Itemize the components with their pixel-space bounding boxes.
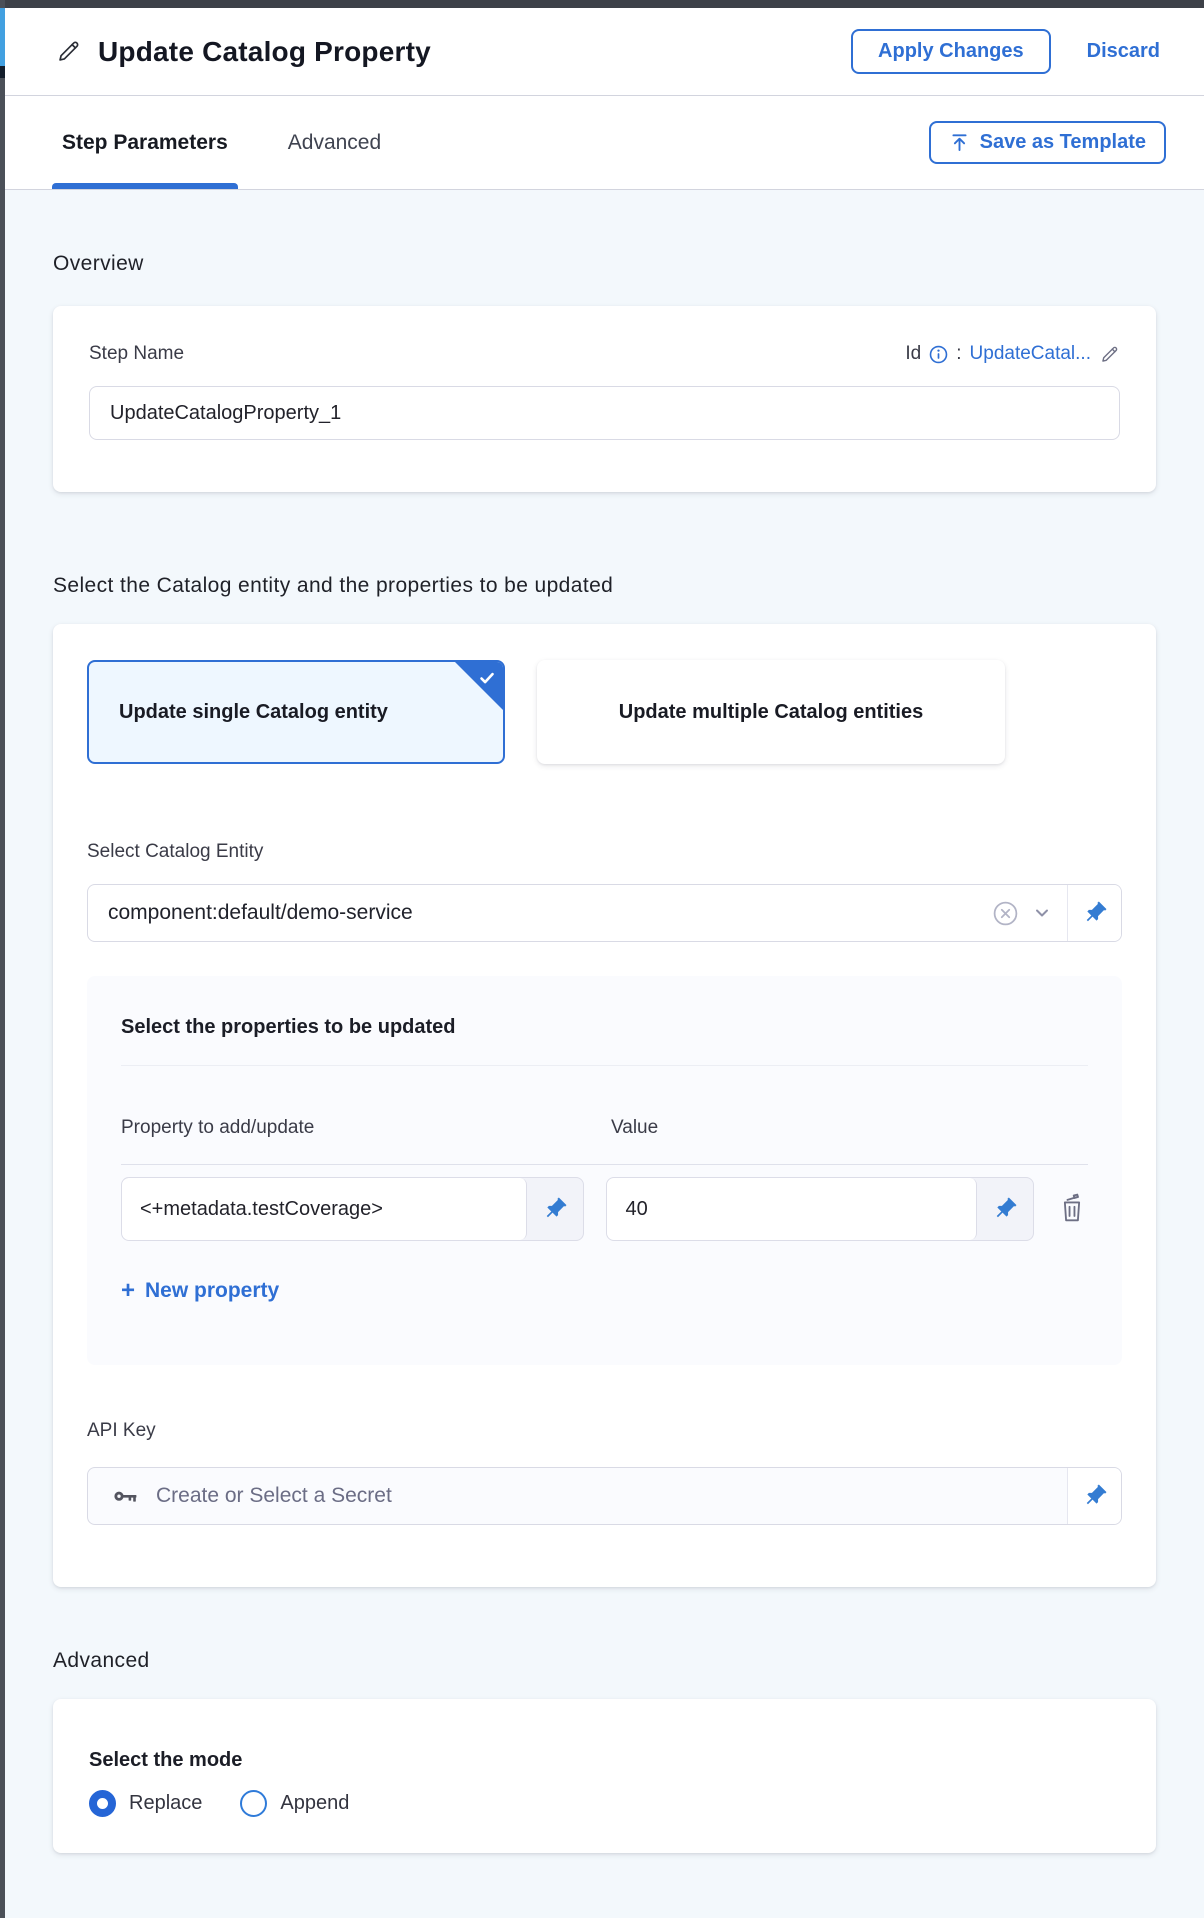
radio-replace-label: Replace bbox=[129, 1792, 203, 1814]
id-colon: : bbox=[956, 343, 962, 364]
properties-divider-headers bbox=[121, 1164, 1088, 1165]
property-pin-button[interactable] bbox=[527, 1178, 583, 1240]
properties-heading: Select the properties to be updated bbox=[121, 1016, 456, 1038]
save-as-template-label: Save as Template bbox=[979, 131, 1146, 153]
circle-x-icon[interactable] bbox=[992, 900, 1019, 927]
entity-mode-toggle bbox=[87, 660, 1122, 764]
update-multiple-entities-label: Update multiple Catalog entities bbox=[618, 700, 924, 723]
update-single-entity-card[interactable] bbox=[87, 660, 505, 764]
pin-icon bbox=[992, 1196, 1018, 1222]
pin-icon bbox=[1082, 900, 1108, 926]
tab-advanced[interactable] bbox=[288, 96, 381, 189]
tab-step-parameters-label: Step Parameters bbox=[62, 130, 228, 154]
value-pin-button[interactable] bbox=[977, 1178, 1033, 1240]
tab-advanced-label: Advanced bbox=[287, 130, 382, 154]
update-single-entity-label: Update single Catalog entity bbox=[119, 700, 388, 723]
step-id-value[interactable]: UpdateCatal... bbox=[969, 343, 1091, 364]
edit-id-pencil-icon[interactable] bbox=[1099, 344, 1120, 365]
page-title: Update Catalog Property bbox=[98, 35, 431, 67]
properties-panel bbox=[87, 976, 1122, 1365]
column-property-header: Property to add/update bbox=[121, 1117, 315, 1138]
catalog-entity-select[interactable] bbox=[87, 884, 1122, 942]
value-input-group bbox=[606, 1177, 1034, 1241]
properties-column-headers bbox=[121, 1116, 1088, 1140]
key-icon bbox=[110, 1481, 140, 1511]
chevron-down-icon[interactable] bbox=[1033, 904, 1051, 922]
api-key-field[interactable] bbox=[87, 1467, 1122, 1525]
page-left-edge bbox=[0, 0, 5, 1918]
pencil-icon bbox=[55, 38, 82, 65]
property-name-input[interactable] bbox=[122, 1178, 527, 1240]
radio-append-label: Append bbox=[280, 1792, 350, 1814]
upload-icon bbox=[949, 132, 970, 153]
radio-replace-control[interactable] bbox=[89, 1790, 116, 1817]
drawer-header bbox=[5, 8, 1204, 96]
step-name-input[interactable] bbox=[89, 386, 1120, 440]
step-id-group bbox=[905, 343, 1120, 365]
save-as-template-button[interactable] bbox=[929, 121, 1166, 164]
step-name-row bbox=[89, 342, 1120, 366]
discard-button[interactable]: Discard bbox=[1086, 40, 1160, 62]
step-config-drawer bbox=[5, 8, 1204, 1918]
info-icon[interactable] bbox=[929, 345, 948, 364]
tab-bar bbox=[5, 96, 1204, 190]
apply-changes-button[interactable]: Apply Changes bbox=[851, 29, 1051, 74]
trash-icon bbox=[1057, 1192, 1087, 1224]
entity-card bbox=[53, 624, 1156, 1587]
entity-section-heading: Select the Catalog entity and the properties to be updated bbox=[53, 574, 614, 597]
step-parameters-panel bbox=[5, 252, 1204, 1853]
radio-append-control[interactable] bbox=[240, 1790, 267, 1817]
property-input-group bbox=[121, 1177, 584, 1241]
step-name-label: Step Name bbox=[89, 343, 185, 364]
left-edge-navy-accent bbox=[0, 66, 5, 78]
delete-row-button[interactable] bbox=[1056, 1192, 1088, 1226]
page-top-edge bbox=[0, 0, 1204, 8]
check-icon bbox=[478, 669, 496, 687]
overview-card bbox=[53, 306, 1156, 492]
property-value-input[interactable] bbox=[607, 1178, 977, 1240]
overview-heading: Overview bbox=[53, 252, 144, 275]
left-edge-blue-accent bbox=[0, 8, 5, 66]
mode-radio-group bbox=[89, 1790, 1120, 1817]
select-catalog-entity-label: Select Catalog Entity bbox=[87, 841, 264, 862]
active-tab-underline bbox=[52, 183, 238, 189]
property-row bbox=[121, 1177, 1088, 1241]
tab-step-parameters[interactable] bbox=[52, 96, 238, 189]
api-key-pin-button[interactable] bbox=[1067, 1468, 1121, 1524]
mode-card bbox=[53, 1699, 1156, 1853]
api-key-label: API Key bbox=[87, 1420, 156, 1441]
column-value-header: Value bbox=[611, 1117, 659, 1138]
radio-option-replace[interactable] bbox=[89, 1790, 202, 1817]
api-key-input[interactable] bbox=[140, 1484, 1067, 1508]
radio-option-append[interactable] bbox=[240, 1790, 349, 1817]
plus-icon: + bbox=[121, 1277, 136, 1304]
update-multiple-entities-card[interactable] bbox=[537, 660, 1005, 764]
select-mode-label: Select the mode bbox=[89, 1749, 243, 1771]
id-label: Id bbox=[905, 343, 922, 364]
properties-divider-top bbox=[121, 1065, 1088, 1066]
entity-pin-button[interactable] bbox=[1067, 885, 1121, 941]
new-property-label: New property bbox=[145, 1279, 280, 1302]
advanced-section-heading: Advanced bbox=[53, 1649, 150, 1672]
new-property-button[interactable] bbox=[121, 1279, 279, 1303]
pin-icon bbox=[542, 1196, 568, 1222]
pin-icon bbox=[1082, 1483, 1108, 1509]
catalog-entity-value: component:default/demo-service bbox=[108, 901, 413, 924]
